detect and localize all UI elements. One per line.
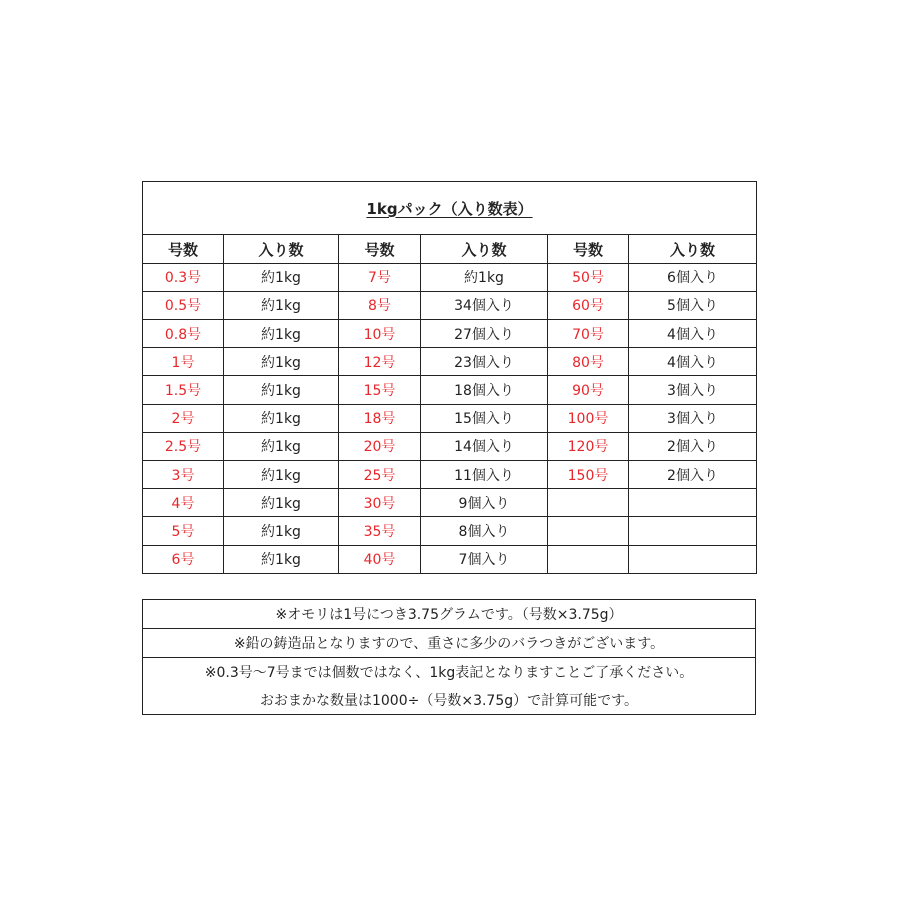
count-cell: 11個入り	[421, 461, 548, 489]
count-cell: 8個入り	[421, 517, 548, 545]
count-cell	[629, 489, 757, 517]
count-cell: 3個入り	[629, 376, 757, 404]
table-row	[143, 263, 757, 291]
header-size-3: 号数	[548, 235, 629, 263]
count-cell: 約1kg	[224, 517, 339, 545]
count-cell: 約1kg	[224, 432, 339, 460]
header-count-2: 入り数	[421, 235, 548, 263]
size-cell: 4号	[143, 489, 224, 517]
size-cell	[548, 517, 629, 545]
count-cell: 3個入り	[629, 404, 757, 432]
size-cell: 1.5号	[143, 376, 224, 404]
size-cell: 0.8号	[143, 320, 224, 348]
size-cell: 90号	[548, 376, 629, 404]
size-cell: 10号	[339, 320, 421, 348]
size-cell: 5号	[143, 517, 224, 545]
size-cell: 15号	[339, 376, 421, 404]
table-row	[143, 517, 757, 545]
header-size-2: 号数	[339, 235, 421, 263]
table-row	[143, 291, 757, 319]
note-line: ※鉛の鋳造品となりますので、重さに多少のバラつきがございます。	[143, 629, 756, 658]
size-cell: 12号	[339, 348, 421, 376]
size-cell: 18号	[339, 404, 421, 432]
note-line: ※0.3号〜7号までは個数ではなく、1kg表記となりますことご了承ください。	[143, 658, 756, 687]
size-cell: 6号	[143, 545, 224, 573]
size-cell: 60号	[548, 291, 629, 319]
size-cell: 80号	[548, 348, 629, 376]
size-cell: 2.5号	[143, 432, 224, 460]
header-row	[143, 235, 757, 263]
size-cell: 8号	[339, 291, 421, 319]
size-cell: 20号	[339, 432, 421, 460]
count-cell: 6個入り	[629, 263, 757, 291]
count-cell: 約1kg	[224, 291, 339, 319]
count-cell: 約1kg	[224, 404, 339, 432]
count-cell: 4個入り	[629, 320, 757, 348]
count-cell	[629, 517, 757, 545]
table-row	[143, 545, 757, 573]
table-title-cell	[143, 182, 757, 235]
count-cell: 約1kg	[224, 348, 339, 376]
size-cell	[548, 545, 629, 573]
count-cell: 34個入り	[421, 291, 548, 319]
count-cell: 2個入り	[629, 461, 757, 489]
count-cell: 約1kg	[224, 263, 339, 291]
note-line: おおまかな数量は1000÷（号数×3.75g）で計算可能です。	[143, 686, 756, 715]
size-cell	[548, 489, 629, 517]
size-cell: 30号	[339, 489, 421, 517]
count-cell: 4個入り	[629, 348, 757, 376]
count-cell: 2個入り	[629, 432, 757, 460]
count-cell: 15個入り	[421, 404, 548, 432]
count-cell: 約1kg	[224, 376, 339, 404]
count-cell: 9個入り	[421, 489, 548, 517]
table-row	[143, 404, 757, 432]
count-cell: 約1kg	[224, 489, 339, 517]
table-row	[143, 461, 757, 489]
size-cell: 100号	[548, 404, 629, 432]
note-line: ※オモリは1号につき3.75グラムです。（号数×3.75g）	[143, 600, 756, 629]
table-title: 1kgパック（入り数表）	[366, 199, 533, 218]
count-cell: 18個入り	[421, 376, 548, 404]
weight-count-table	[142, 181, 757, 574]
table-row	[143, 489, 757, 517]
size-cell: 50号	[548, 263, 629, 291]
size-cell: 120号	[548, 432, 629, 460]
count-cell: 約1kg	[421, 263, 548, 291]
count-cell: 約1kg	[224, 320, 339, 348]
notes-box	[142, 599, 756, 715]
count-cell: 7個入り	[421, 545, 548, 573]
size-cell: 25号	[339, 461, 421, 489]
count-cell	[629, 545, 757, 573]
size-cell: 40号	[339, 545, 421, 573]
table-row	[143, 320, 757, 348]
size-cell: 0.5号	[143, 291, 224, 319]
size-cell: 70号	[548, 320, 629, 348]
size-cell: 0.3号	[143, 263, 224, 291]
count-cell: 23個入り	[421, 348, 548, 376]
count-cell: 14個入り	[421, 432, 548, 460]
size-cell: 35号	[339, 517, 421, 545]
table-row	[143, 348, 757, 376]
table-row	[143, 376, 757, 404]
header-count-3: 入り数	[629, 235, 757, 263]
count-cell: 5個入り	[629, 291, 757, 319]
size-cell: 2号	[143, 404, 224, 432]
count-cell: 約1kg	[224, 461, 339, 489]
size-cell: 1号	[143, 348, 224, 376]
header-count-1: 入り数	[224, 235, 339, 263]
size-cell: 3号	[143, 461, 224, 489]
header-size-1: 号数	[143, 235, 224, 263]
count-cell: 約1kg	[224, 545, 339, 573]
size-cell: 150号	[548, 461, 629, 489]
count-cell: 27個入り	[421, 320, 548, 348]
size-cell: 7号	[339, 263, 421, 291]
table-row	[143, 432, 757, 460]
